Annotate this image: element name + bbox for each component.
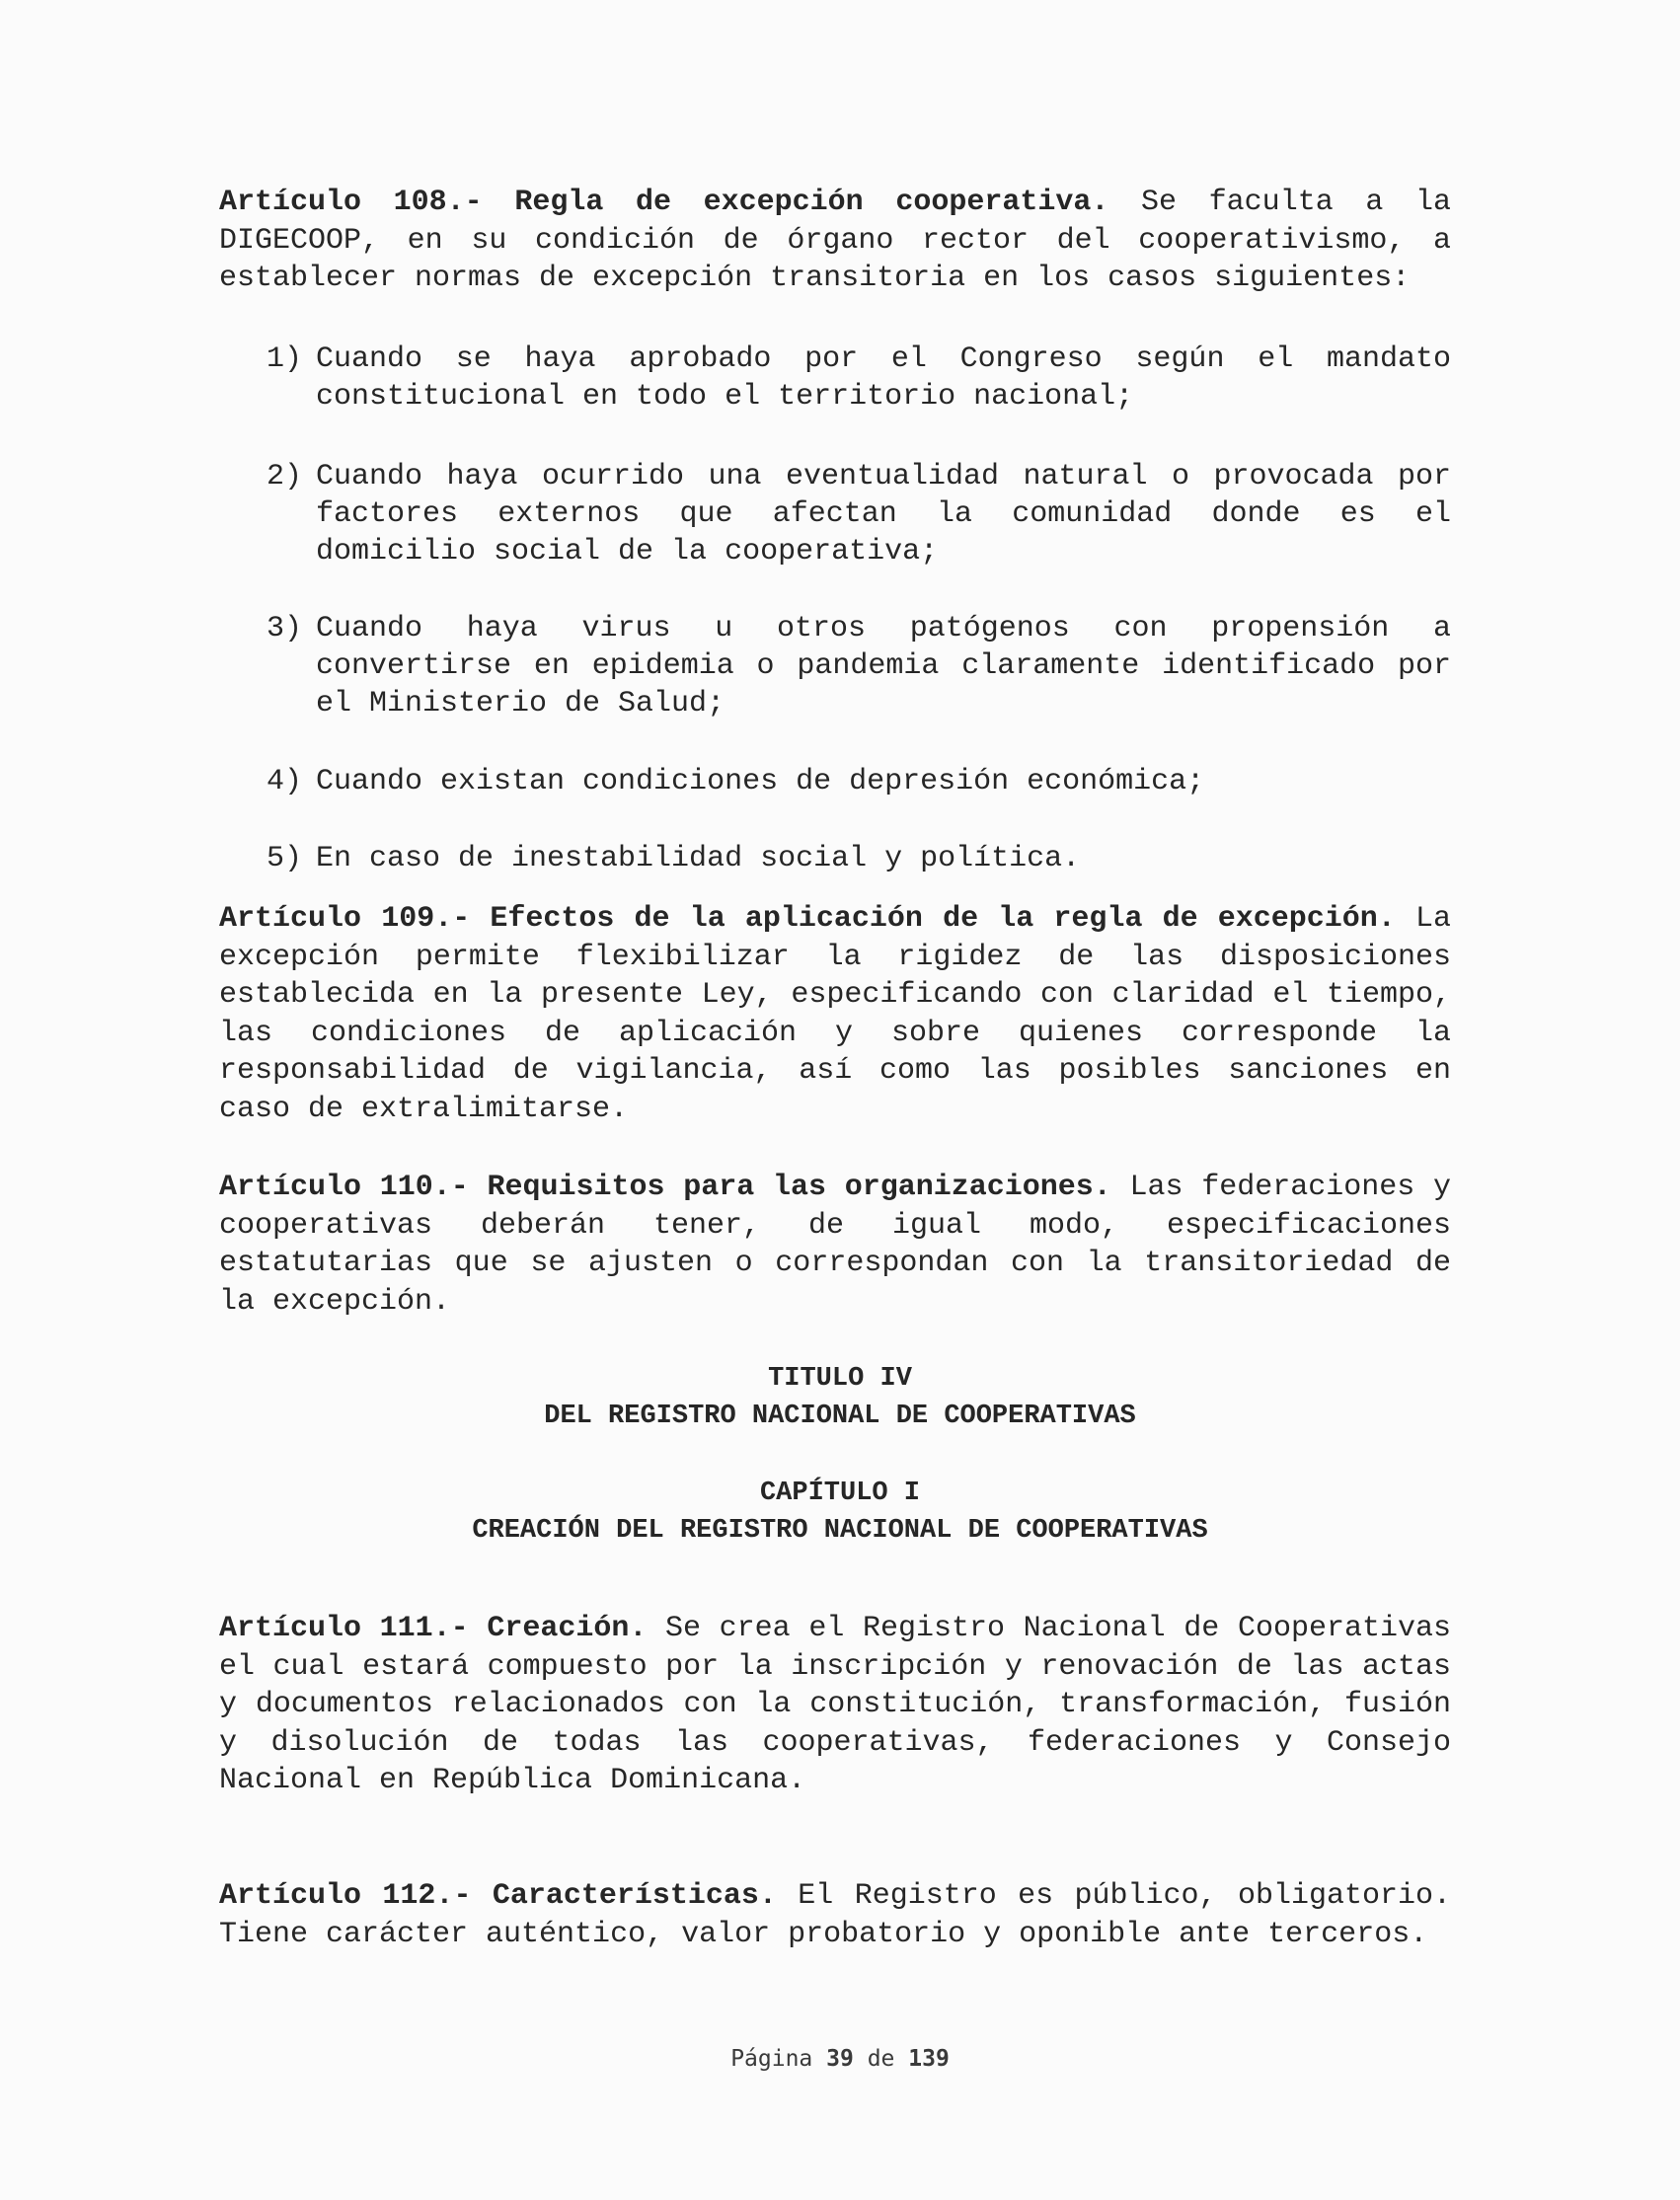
list-item-number: 3) bbox=[267, 612, 303, 645]
list-item-text: Cuando haya virus u otros patógenos con propensión a convertirse en epidemia o pandemia claramente identificado por el Ministerio de Salud; bbox=[316, 612, 1451, 721]
article-112-text: El Registro es público, obligatorio. Tiene carácter auténtico, valor probatorio y oponible ante terceros. bbox=[219, 1879, 1451, 1951]
article-110-text: Las federaciones y cooperativas deberán tener, de igual modo, especificaciones estatutarias que se ajusten o correspondan con la transitoriedad de la excepción. bbox=[219, 1171, 1451, 1319]
page-number: 39 bbox=[826, 2046, 854, 2072]
page-total: 139 bbox=[908, 2046, 950, 2072]
titulo-number: TITULO IV bbox=[768, 1364, 912, 1394]
capitulo-name: CREACIÓN DEL REGISTRO NACIONAL DE COOPERATIVAS bbox=[472, 1516, 1208, 1546]
list-item-number: 1) bbox=[267, 342, 303, 376]
list-item-text: Cuando haya ocurrido una eventualidad natural o provocada por factores externos que afectan la comunidad donde es el domicilio social de la cooperativa; bbox=[316, 460, 1451, 569]
article-111 bbox=[219, 1610, 1451, 1800]
article-108-title: Artículo 108.- Regla de excepción cooperativa. bbox=[219, 186, 1109, 219]
list-item-number: 4) bbox=[267, 765, 303, 798]
article-109-title: Artículo 109.- Efectos de la aplicación de la regla de excepción. bbox=[219, 902, 1396, 936]
list-item bbox=[267, 458, 1451, 570]
list-item-text: En caso de inestabilidad social y política. bbox=[316, 842, 1081, 875]
list-item-text: Cuando se haya aprobado por el Congreso según el mandato constitucional en todo el territorio nacional; bbox=[316, 342, 1451, 414]
list-item bbox=[267, 610, 1451, 722]
capitulo-heading bbox=[0, 1475, 1680, 1550]
article-111-text: Se crea el Registro Nacional de Cooperativas el cual estará compuesto por la inscripción y renovación de las actas y documentos relacionados con la constitución, transformación, fusión y disolución de todas las cooperativas, federaciones y Consejo Nacional en República Dominicana. bbox=[219, 1612, 1451, 1797]
titulo-heading bbox=[0, 1360, 1680, 1435]
page-separator: de bbox=[867, 2046, 895, 2072]
list-item bbox=[267, 840, 1451, 877]
article-112 bbox=[219, 1877, 1451, 1953]
article-111-title: Artículo 111.- Creación. bbox=[219, 1612, 648, 1645]
page-footer bbox=[0, 2046, 1680, 2072]
article-110 bbox=[219, 1169, 1451, 1321]
capitulo-number: CAPÍTULO I bbox=[759, 1479, 921, 1508]
article-109-text: La excepción permite flexibilizar la rigidez de las disposiciones establecida en la presente Ley, especificando con claridad el tiempo, las condiciones de aplicación y sobre quienes corresponde la responsabilidad de vigilancia, así como las posibles sanciones en caso de extralimitarse. bbox=[219, 902, 1451, 1126]
list-item bbox=[267, 341, 1451, 416]
article-108 bbox=[219, 184, 1451, 298]
article-109 bbox=[219, 900, 1451, 1128]
list-item-number: 5) bbox=[267, 842, 303, 875]
list-item-text: Cuando existan condiciones de depresión económica; bbox=[316, 765, 1205, 798]
page-label: Página bbox=[730, 2046, 813, 2072]
list-item-number: 2) bbox=[267, 460, 303, 493]
article-110-title: Artículo 110.- Requisitos para las organizaciones. bbox=[219, 1171, 1111, 1204]
list-item bbox=[267, 763, 1451, 800]
article-112-title: Artículo 112.- Características. bbox=[219, 1879, 777, 1913]
titulo-name: DEL REGISTRO NACIONAL DE COOPERATIVAS bbox=[544, 1402, 1136, 1431]
article-108-text: Se faculta a la DIGECOOP, en su condición de órgano rector del cooperativismo, a establecer normas de excepción transitoria en los casos siguientes: bbox=[219, 186, 1452, 295]
